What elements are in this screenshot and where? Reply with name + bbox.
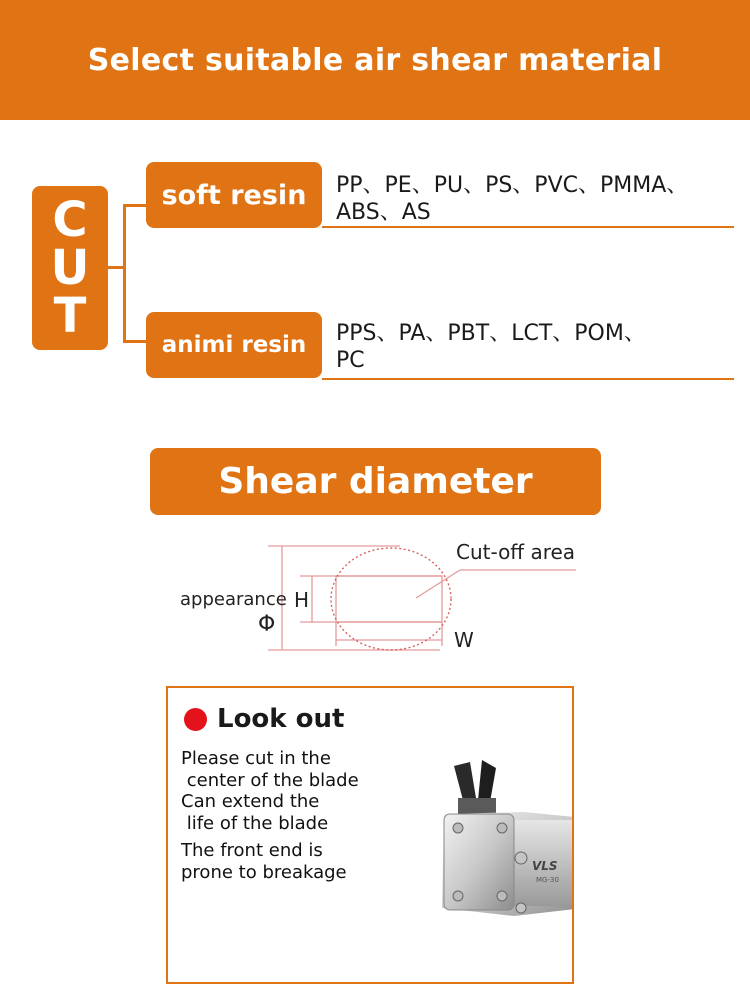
lookout-heading: [184, 704, 344, 734]
shear-diameter-banner: Shear diameter: [150, 448, 601, 515]
lookout-note-2: Can extend the life of the blade: [181, 791, 329, 834]
cut-letter-c: C: [52, 192, 88, 248]
tool-brand-text: VLS: [532, 859, 558, 873]
lookout-note-1: Please cut in the center of the blade: [181, 748, 359, 791]
red-dot-icon: [184, 708, 207, 731]
cut-badge: [32, 186, 108, 350]
animi-resin-materials: [336, 320, 726, 374]
header-title: Select suitable air shear material: [87, 42, 663, 78]
cut-letter-t: T: [53, 288, 87, 344]
cut-letter-u: U: [50, 240, 90, 296]
animi-resin-underline: [322, 378, 734, 380]
lookout-title: Look out: [217, 704, 345, 734]
appearance-label: appearance: [180, 589, 287, 610]
animi-resin-materials-text: PPS、PA、PBT、LCT、POM、 PC: [336, 321, 646, 373]
tool-model-text: MG-30: [536, 876, 559, 884]
cutoff-area-label: Cut-off area: [456, 540, 576, 564]
soft-resin-materials: [336, 172, 726, 226]
phi-label: Φ: [258, 612, 276, 637]
animi-resin-label: animi resin: [146, 312, 322, 378]
h-label: H: [294, 588, 310, 612]
bracket-top: [123, 204, 148, 207]
w-label: W: [454, 628, 474, 652]
lookout-box: [166, 686, 574, 984]
air-shear-tool-image: [424, 758, 574, 938]
soft-resin-label: soft resin: [146, 162, 322, 228]
bracket-vertical: [123, 205, 126, 341]
bracket-bottom: [123, 340, 148, 343]
lookout-note-3: The front end is prone to breakage: [181, 840, 347, 883]
shear-diagram: [170, 530, 590, 660]
soft-resin-materials-text: PP、PE、PU、PS、PVC、PMMA、 ABS、AS: [336, 173, 689, 225]
soft-resin-underline: [322, 226, 734, 228]
page-header: [0, 0, 750, 120]
